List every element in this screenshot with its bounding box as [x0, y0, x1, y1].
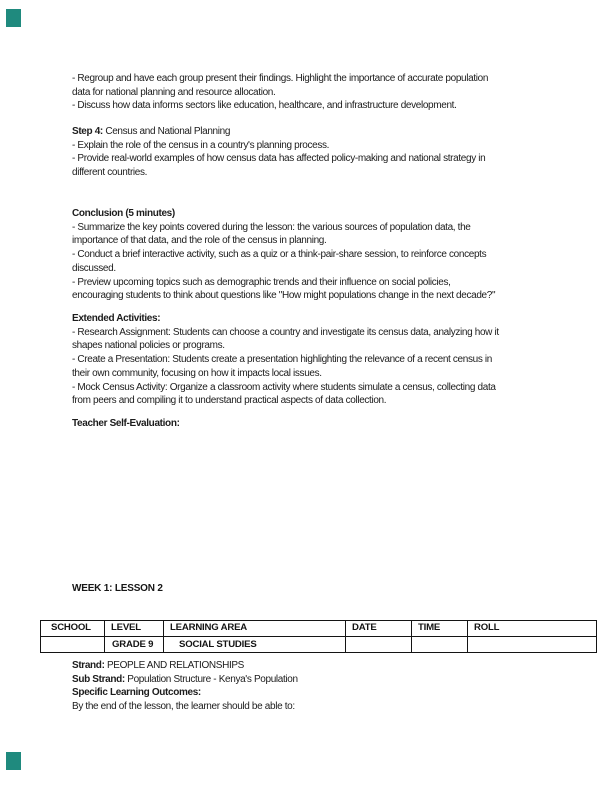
text-line	[72, 312, 572, 326]
table-header-cell: SCHOOL	[41, 621, 105, 637]
text-line	[72, 673, 572, 687]
table-cell: GRADE 9	[105, 637, 164, 652]
strand-details-block	[72, 659, 572, 714]
line-bold-lead: Specific Learning Outcomes:	[72, 687, 201, 699]
line-text: Population Structure - Kenya's Population	[124, 673, 298, 685]
text-line	[72, 394, 572, 408]
corner-accent-mark-top-left	[6, 9, 21, 27]
line-text: - Mock Census Activity: Organize a classroom activity where students simulate a census, collecting data	[72, 381, 496, 393]
table-cell	[41, 637, 105, 652]
table-header-cell: DATE	[346, 621, 412, 637]
table-value-row	[41, 637, 596, 652]
paragraph-step4-census-planning	[72, 125, 572, 180]
text-line	[72, 207, 572, 221]
text-line	[72, 152, 572, 166]
text-line	[72, 248, 572, 262]
text-line	[72, 417, 572, 431]
text-line	[72, 99, 572, 113]
text-line	[72, 221, 572, 235]
text-line	[72, 339, 572, 353]
text-line	[72, 86, 572, 100]
table-header-row	[41, 621, 596, 637]
line-text: their own community, focusing on how it impacts local issues.	[72, 367, 322, 379]
table-cell: SOCIAL STUDIES	[164, 637, 346, 652]
paragraph-regroup-activity	[72, 72, 572, 113]
line-text: - Research Assignment: Students can choose a country and investigate its census data, analyzing how it	[72, 326, 499, 338]
lesson-info-table	[40, 620, 597, 653]
line-text: - Summarize the key points covered during the lesson: the various sources of population data, the	[72, 221, 471, 233]
text-line	[72, 234, 572, 248]
text-line	[72, 125, 572, 139]
line-text: encouraging students to think about questions like "How might populations change in the next decade?"	[72, 290, 496, 302]
text-line	[72, 700, 572, 714]
text-line	[72, 381, 572, 395]
line-text: - Create a Presentation: Students create a presentation highlighting the relevance of a recent census in	[72, 354, 492, 366]
line-text: different countries.	[72, 167, 148, 179]
line-bold-lead: Conclusion (5 minutes)	[72, 208, 175, 219]
line-bold-lead: Step 4:	[72, 126, 103, 137]
text-line	[72, 367, 572, 381]
paragraph-conclusion	[72, 207, 572, 303]
line-bold-lead: Strand:	[72, 660, 105, 671]
text-line	[72, 139, 572, 153]
line-text: - Preview upcoming topics such as demographic trends and their influence on social policies,	[72, 276, 451, 288]
line-text: - Explain the role of the census in a country's planning process.	[72, 139, 330, 151]
text-line	[72, 686, 572, 700]
line-text: importance of that data, and the role of the census in planning.	[72, 235, 327, 247]
line-text: - Conduct a brief interactive activity, such as a quiz or a think-pair-share session, to reinforce concepts	[72, 249, 487, 261]
table-cell	[468, 637, 596, 652]
line-bold-lead: Sub Strand:	[72, 673, 125, 685]
paragraph-teacher-self-evaluation	[72, 417, 572, 431]
line-bold-lead: Extended Activities:	[72, 313, 161, 324]
line-text: - Discuss how data informs sectors like education, healthcare, and infrastructure development.	[72, 100, 457, 112]
line-text: discussed.	[72, 262, 116, 274]
line-text: shapes national policies or programs.	[72, 340, 225, 352]
line-text: - Provide real-world examples of how census data has affected policy-making and national strategy in	[72, 153, 486, 165]
line-text: Census and National Planning	[102, 126, 231, 137]
week-lesson-heading: WEEK 1: LESSON 2	[72, 583, 163, 594]
table-cell	[346, 637, 412, 652]
table-cell	[412, 637, 468, 652]
text-line	[72, 353, 572, 367]
text-line	[72, 289, 572, 303]
line-bold-lead: Teacher Self-Evaluation:	[72, 418, 180, 429]
line-text: PEOPLE AND RELATIONSHIPS	[104, 660, 245, 671]
line-text: data for national planning and resource allocation.	[72, 86, 276, 98]
line-text: - Regroup and have each group present their findings. Highlight the importance of accurate population	[72, 73, 489, 84]
text-line	[72, 659, 572, 673]
text-line	[72, 166, 572, 180]
table-header-cell: ROLL	[468, 621, 596, 637]
line-text: By the end of the lesson, the learner should be able to:	[72, 701, 295, 713]
table-header-cell: TIME	[412, 621, 468, 637]
table-header-cell: LEARNING AREA	[164, 621, 346, 637]
text-line	[72, 326, 572, 340]
text-line	[72, 72, 572, 86]
table-header-cell: LEVEL	[105, 621, 164, 637]
paragraph-extended-activities	[72, 312, 572, 408]
corner-accent-mark-bottom-left	[6, 752, 21, 770]
text-line	[72, 276, 572, 290]
line-text: from peers and compiling it to understand practical aspects of data collection.	[72, 395, 387, 407]
text-line	[72, 262, 572, 276]
